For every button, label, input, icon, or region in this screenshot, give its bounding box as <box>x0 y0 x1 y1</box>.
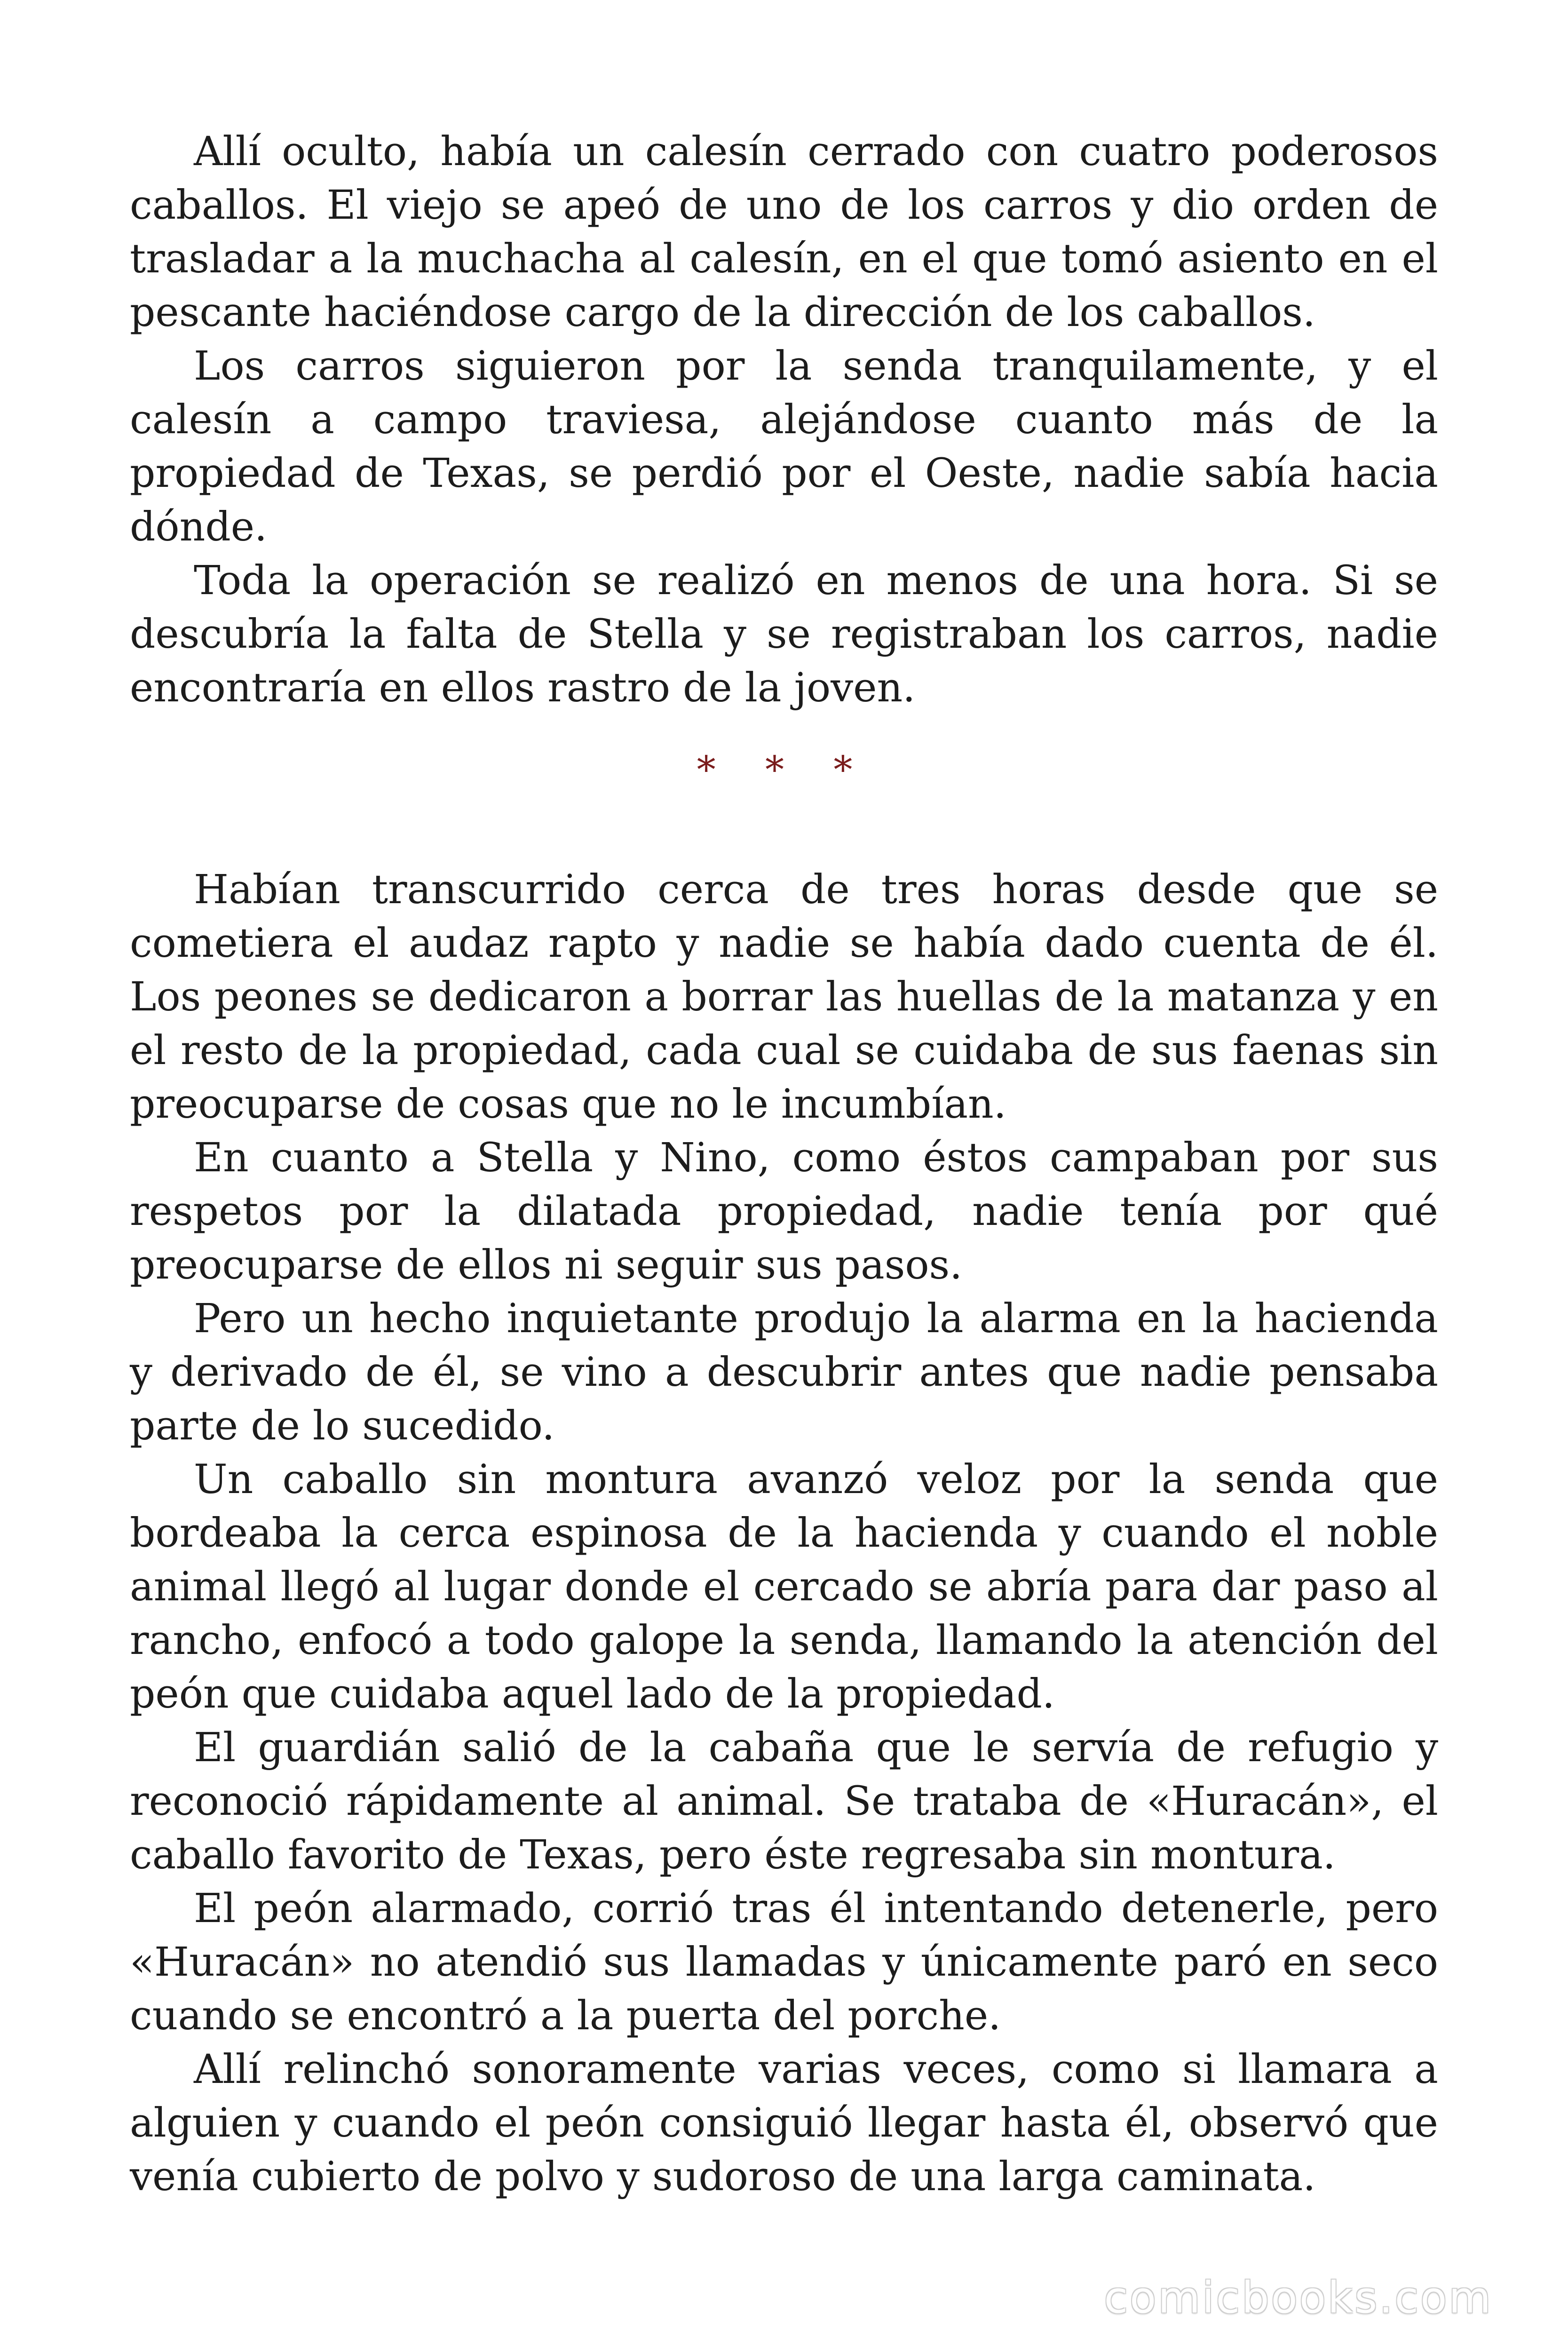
scene-break-asterisks: * * * <box>697 748 871 792</box>
paragraph: El peón alarmado, corrió tras él intentando detenerle, pero «Huracán» no atendió sus llamadas y únicamente paró en seco cuando se encontró a la puerta del porche. <box>130 1885 1438 2039</box>
paragraph: Los carros siguieron por la senda tranquilamente, y el calesín a campo traviesa, alejándose cuanto más de la propiedad de Texas, se perdió por el Oeste, nadie sabía hacia dónde. <box>130 343 1438 550</box>
paragraph: Pero un hecho inquietante produjo la alarma en la hacienda y derivado de él, se vino a descubrir antes que nadie pensaba parte de lo sucedido. <box>130 1295 1438 1449</box>
site-watermark: comicbooks.com <box>1104 2273 1493 2323</box>
paragraph: Habían transcurrido cerca de tres horas desde que se cometiera el audaz rapto y nadie se había dado cuenta de él. Los peones se dedicaron a borrar las huellas de la matanza y en el resto de la propiedad, cada cual se cuidaba de sus faenas sin preocuparse de cosas que no le incumbían. <box>130 866 1438 1128</box>
paragraph: Allí relinchó sonoramente varias veces, como si llamara a alguien y cuando el peón consiguió llegar hasta él, observó que venía cubierto de polvo y sudoroso de una larga caminata. <box>130 2046 1438 2200</box>
paragraph: Toda la operación se realizó en menos de una hora. Si se descubría la falta de Stella y se registraban los carros, nadie encontraría en ellos rastro de la joven. <box>130 557 1438 711</box>
paragraph: Allí oculto, había un calesín cerrado con cuatro poderosos caballos. El viejo se apeó de uno de los carros y dio orden de trasladar a la muchacha al calesín, en el que tomó asiento en el pescante haciéndose cargo de la dirección de los caballos. <box>130 128 1438 336</box>
paragraph: En cuanto a Stella y Nino, como éstos campaban por sus respetos por la dilatada propiedad, nadie tenía por qué preocuparse de ellos ni seguir sus pasos. <box>130 1135 1438 1288</box>
paragraph: Un caballo sin montura avanzó veloz por la senda que bordeaba la cerca espinosa de la hacienda y cuando el noble animal llegó al lugar donde el cercado se abría para dar paso al rancho, enfocó a todo galope la senda, llamando la atención del peón que cuidaba aquel lado de la propiedad. <box>130 1456 1438 1717</box>
section-before-break <box>130 125 1438 715</box>
section-after-break <box>130 863 1438 2204</box>
paragraph: El guardián salió de la cabaña que le servía de refugio y reconoció rápidamente al animal. Se trataba de «Huracán», el caballo favorito de Texas, pero éste regresaba sin montura. <box>130 1724 1438 1878</box>
